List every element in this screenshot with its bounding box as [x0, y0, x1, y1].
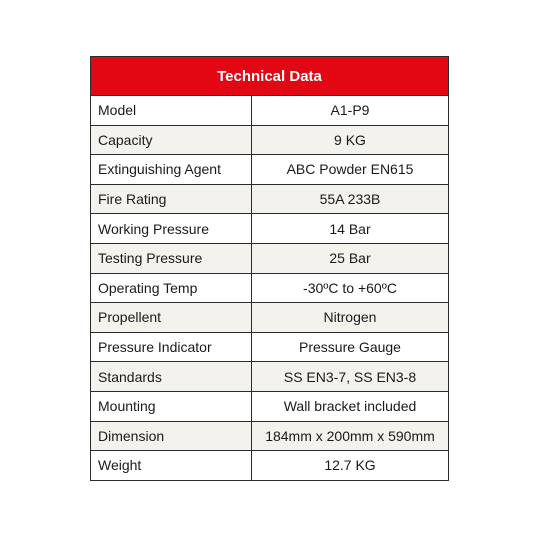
- table-row-propellent: [91, 303, 449, 333]
- row-label: Dimension: [91, 421, 252, 451]
- row-value: Pressure Gauge: [252, 332, 449, 362]
- table-row-model: [91, 96, 449, 126]
- row-value: A1-P9: [252, 96, 449, 126]
- row-value: 25 Bar: [252, 243, 449, 273]
- row-label: Extinguishing Agent: [91, 155, 252, 185]
- row-label: Model: [91, 96, 252, 126]
- table-row-weight: [91, 451, 449, 481]
- table-row-standards: [91, 362, 449, 392]
- row-value: 12.7 KG: [252, 451, 449, 481]
- table-row-pressure-indicator: [91, 332, 449, 362]
- row-value: 55A 233B: [252, 184, 449, 214]
- table-title: Technical Data: [91, 57, 449, 96]
- table-row-mounting: [91, 391, 449, 421]
- row-value: Wall bracket included: [252, 391, 449, 421]
- row-label: Capacity: [91, 125, 252, 155]
- row-label: Fire Rating: [91, 184, 252, 214]
- row-label: Working Pressure: [91, 214, 252, 244]
- row-label: Standards: [91, 362, 252, 392]
- row-value: -30ºC to +60ºC: [252, 273, 449, 303]
- row-value: Nitrogen: [252, 303, 449, 333]
- row-label: Testing Pressure: [91, 243, 252, 273]
- technical-data-table: [90, 56, 449, 481]
- row-label: Pressure Indicator: [91, 332, 252, 362]
- table-row-fire-rating: [91, 184, 449, 214]
- table-row-working-pressure: [91, 214, 449, 244]
- table-row-capacity: [91, 125, 449, 155]
- row-value: 9 KG: [252, 125, 449, 155]
- row-value: SS EN3-7, SS EN3-8: [252, 362, 449, 392]
- row-label: Propellent: [91, 303, 252, 333]
- row-label: Operating Temp: [91, 273, 252, 303]
- table-row-extinguishing-agent: [91, 155, 449, 185]
- table-row-testing-pressure: [91, 243, 449, 273]
- row-label: Mounting: [91, 391, 252, 421]
- row-value: 184mm x 200mm x 590mm: [252, 421, 449, 451]
- table-row-dimension: [91, 421, 449, 451]
- row-label: Weight: [91, 451, 252, 481]
- table-header-row: [91, 57, 449, 96]
- table-row-operating-temp: [91, 273, 449, 303]
- row-value: ABC Powder EN615: [252, 155, 449, 185]
- row-value: 14 Bar: [252, 214, 449, 244]
